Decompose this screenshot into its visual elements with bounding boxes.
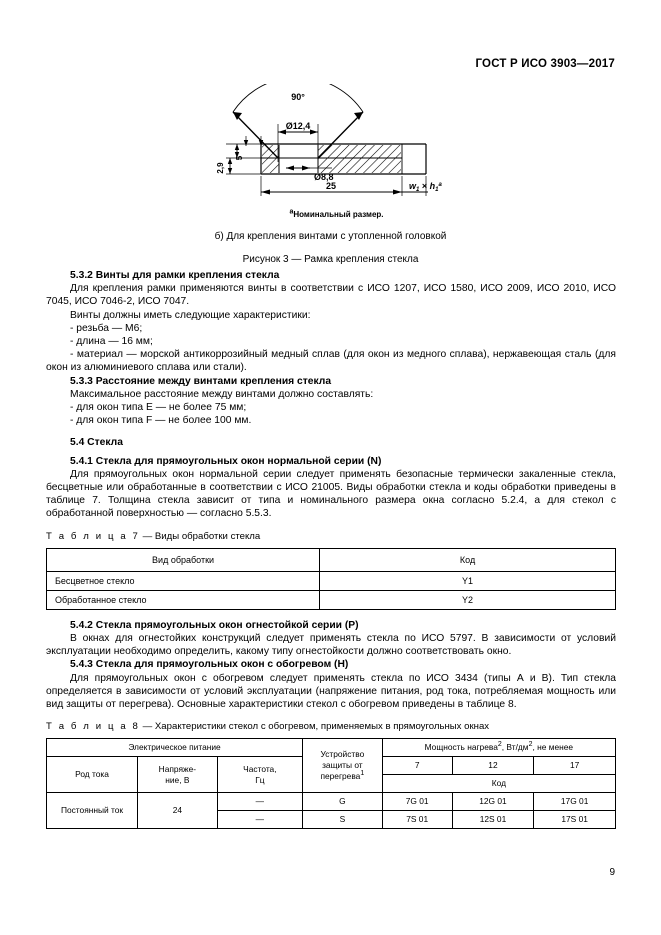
table-8-head-heat-7: 7 bbox=[382, 757, 452, 775]
heading-5-3-3: 5.3.3 Расстояние между винтами крепления стекла bbox=[70, 375, 332, 387]
para-5-3-2-1: Для крепления рамки применяются винты в соответствии с ИСО 1207, ИСО 1580, ИСО 2009, ИСО 2010, ИСО 7045, ИСО 7046-2, ИСО 7047. bbox=[46, 283, 616, 308]
table-7 bbox=[46, 548, 616, 610]
table-8-head-heat-17: 17 bbox=[534, 757, 616, 775]
table-8 bbox=[46, 738, 616, 829]
document-content bbox=[46, 268, 616, 829]
para-5-3-2-2: Винты должны иметь следующие характеристики: bbox=[70, 309, 311, 321]
table-8-header-row-1 bbox=[47, 739, 616, 757]
table-8-cell-code-7: 7G 01 bbox=[382, 793, 452, 811]
dim-bore-diameter: Ø8,8 bbox=[313, 172, 334, 182]
table-8-cell-voltage: 24 bbox=[138, 793, 218, 829]
figure-note: $^a$Номинальный размер. bbox=[289, 208, 384, 219]
table-7-cell-treatment: Обработанное стекло bbox=[47, 590, 320, 609]
table-8-cell-current: Постоянный ток bbox=[47, 793, 138, 829]
figure-3 bbox=[0, 84, 661, 265]
heading-5-3-2: 5.3.2 Винты для рамки крепления стекла bbox=[70, 270, 280, 281]
figure-caption: Рисунок 3 — Рамка крепления стекла bbox=[242, 254, 419, 265]
table-7-col-treatment: Вид обработки bbox=[47, 548, 320, 571]
table-8-cell-code-12: 12S 01 bbox=[452, 811, 534, 829]
para-5-4-2-1: В окнах для огнестойких конструкций следует применять стекла по ИСО 5797. В зависимости от условий эксплуатации необходимо определить, какому типу огнестойкости должно соответствовать окно. bbox=[46, 633, 616, 658]
table-8-cell-frequency: — bbox=[217, 793, 302, 811]
heading-5-4-3: 5.4.3 Стекла для прямоугольных окон с обогревом (Н) bbox=[70, 659, 349, 671]
dim-length: 25 bbox=[325, 181, 336, 191]
table-7-col-code: Код bbox=[320, 548, 616, 571]
table-8-head-power: Электрическое питание bbox=[47, 739, 303, 757]
table-8-cell-code-12: 12G 01 bbox=[452, 793, 534, 811]
table-7-cell-treatment: Бесцветное стекло bbox=[47, 571, 320, 590]
figure-subcaption: б) Для крепления винтами с утопленной головкой bbox=[214, 231, 447, 242]
dim-thickness: 5 bbox=[234, 155, 244, 161]
table-row bbox=[47, 793, 616, 811]
page-number: 9 bbox=[609, 867, 615, 878]
dim-section: $w_1 \times h_1^a$ bbox=[408, 181, 442, 193]
list-item-length: - длина — 16 мм; bbox=[70, 336, 153, 348]
table-row bbox=[47, 571, 616, 590]
list-item-thread: - резьба — М6; bbox=[70, 322, 143, 334]
table-8-cell-code-17: 17S 01 bbox=[534, 811, 616, 829]
para-5-4-3-1: Для прямоугольных окон с обогревом следует применять стекла по ИСО 3434 (типы А и В). Тип стекла определяется в зависимости от условий эксплуатации (напряжение питания, род тока, потребляемая мощность или вид защиты от перегрева). Основные характеристики стекол с обогревом приведены в таблице 8. bbox=[46, 672, 616, 711]
table-8-cell-frequency: — bbox=[217, 811, 302, 829]
para-5-3-3-1: Максимальное расстояние между винтами должно составлять: bbox=[70, 388, 374, 400]
table-7-cell-code: Y2 bbox=[320, 590, 616, 609]
technical-drawing bbox=[206, 84, 456, 209]
list-item-material: - материал — морской антикоррозийный медный сплав (для окон из медного сплава), нержавеющая сталь (для окон из алюминиевого сплава или стали). bbox=[46, 349, 616, 374]
table-row bbox=[47, 590, 616, 609]
table-8-cell-protection: G bbox=[303, 793, 383, 811]
table-8-cell-code-17: 17G 01 bbox=[534, 793, 616, 811]
table-8-cell-code-7: 7S 01 bbox=[382, 811, 452, 829]
dim-depth: 2,9 bbox=[215, 162, 225, 174]
dim-top-diameter: Ø12,4 bbox=[285, 121, 310, 131]
table-8-head-heat: Мощность нагрева$^2$, $Вт/дм^2$, не менее bbox=[382, 739, 615, 757]
heading-5-4-2: 5.4.2 Стекла прямоугольных окон огнестойкой серии (Р) bbox=[70, 619, 359, 631]
table-8-head-code: Код bbox=[382, 775, 615, 793]
drawing-svg bbox=[206, 84, 456, 209]
table-8-head-voltage: Напряже- ние, В bbox=[138, 757, 218, 793]
table-7-cell-code: Y1 bbox=[320, 571, 616, 590]
table-8-head-heat-12: 12 bbox=[452, 757, 534, 775]
table-8-cell-protection: S bbox=[303, 811, 383, 829]
para-5-4-1-1: Для прямоугольных окон нормальной серии следует применять безопасные термически закаленные стекла, бесцветные или обработанные в соответствии с ИСО 21005. Виды обработки стекла и коды обработки приведены в таблице 7. Толщина стекла зависит от типа и номинального размера окна согласно 5.2.4, а для стекол с обработанной поверхностью — согласно 5.5.3. bbox=[46, 468, 616, 520]
list-item-type-f: - для окон типа F — не более 100 мм. bbox=[70, 415, 252, 427]
list-item-type-e: - для окон типа Е — не более 75 мм; bbox=[70, 402, 247, 414]
page-header: ГОСТ Р ИСО 3903—2017 bbox=[475, 58, 615, 70]
table-8-head-current: Род тока bbox=[47, 757, 138, 793]
dim-angle: 90° bbox=[290, 92, 305, 102]
table-7-caption: Т а б л и ц а 7 — Виды обработки стекла bbox=[46, 530, 261, 542]
heading-5-4: 5.4 Стекла bbox=[70, 437, 123, 449]
heading-5-4-1: 5.4.1 Стекла для прямоугольных окон нормальной серии (N) bbox=[70, 455, 382, 467]
table-7-header-row bbox=[47, 548, 616, 571]
table-8-caption: Т а б л и ц а 8 — Характеристики стекол с обогревом, применяемых в прямоугольных окнах bbox=[46, 721, 490, 733]
table-8-head-frequency: Частота, Гц bbox=[217, 757, 302, 793]
table-8-head-protection: Устройство защиты от перегрева$^1$ bbox=[303, 739, 383, 793]
